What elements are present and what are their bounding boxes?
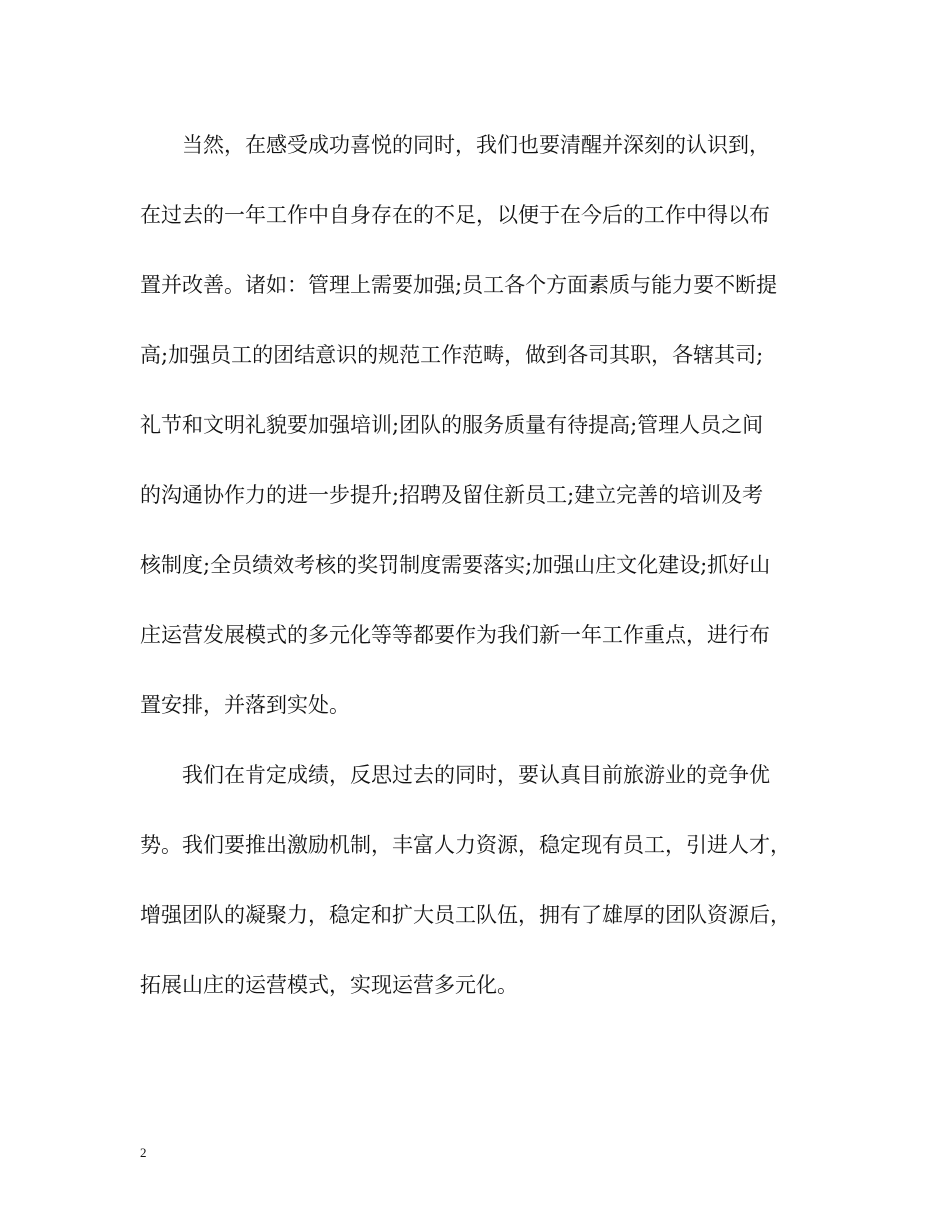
paragraph-2-line-2: 势。我们要推出激励机制，丰富人力资源，稳定现有员工，引进人才，: [140, 833, 791, 857]
paragraph-1-line-8: 庄运营发展模式的多元化等等都要作为我们新一年工作重点，进行布: [140, 623, 770, 647]
paragraph-1-line-9: 置安排，并落到实处。: [140, 693, 350, 717]
paragraph-2-line-1: 我们在肯定成绩，反思过去的同时，要认真目前旅游业的竞争优: [182, 763, 770, 787]
paragraph-1-line-7: 核制度;全员绩效考核的奖罚制度需要落实;加强山庄文化建设;抓好山: [140, 553, 771, 577]
paragraph-1-line-4: 高;加强员工的团结意识的规范工作范畴，做到各司其职，各辖其司;: [140, 343, 764, 367]
paragraph-2-line-4: 拓展山庄的运营模式，实现运营多元化。: [140, 973, 518, 997]
paragraph-1-line-5: 礼节和文明礼貌要加强培训;团队的服务质量有待提高;管理人员之间: [140, 413, 764, 437]
paragraph-1-line-6: 的沟通协作力的进一步提升;招聘及留住新员工;建立完善的培训及考: [140, 483, 764, 507]
paragraph-1-line-1: 当然，在感受成功喜悦的同时，我们也要清醒并深刻的认识到，: [182, 133, 770, 157]
page-number: 2: [140, 1145, 147, 1160]
paragraph-2-line-3: 增强团队的凝聚力，稳定和扩大员工队伍，拥有了雄厚的团队资源后，: [140, 903, 791, 927]
paragraph-1-line-2: 在过去的一年工作中自身存在的不足，以便于在今后的工作中得以布: [140, 203, 770, 227]
paragraph-1-line-3: 置并改善。诸如：管理上需要加强;员工各个方面素质与能力要不断提: [140, 273, 778, 297]
